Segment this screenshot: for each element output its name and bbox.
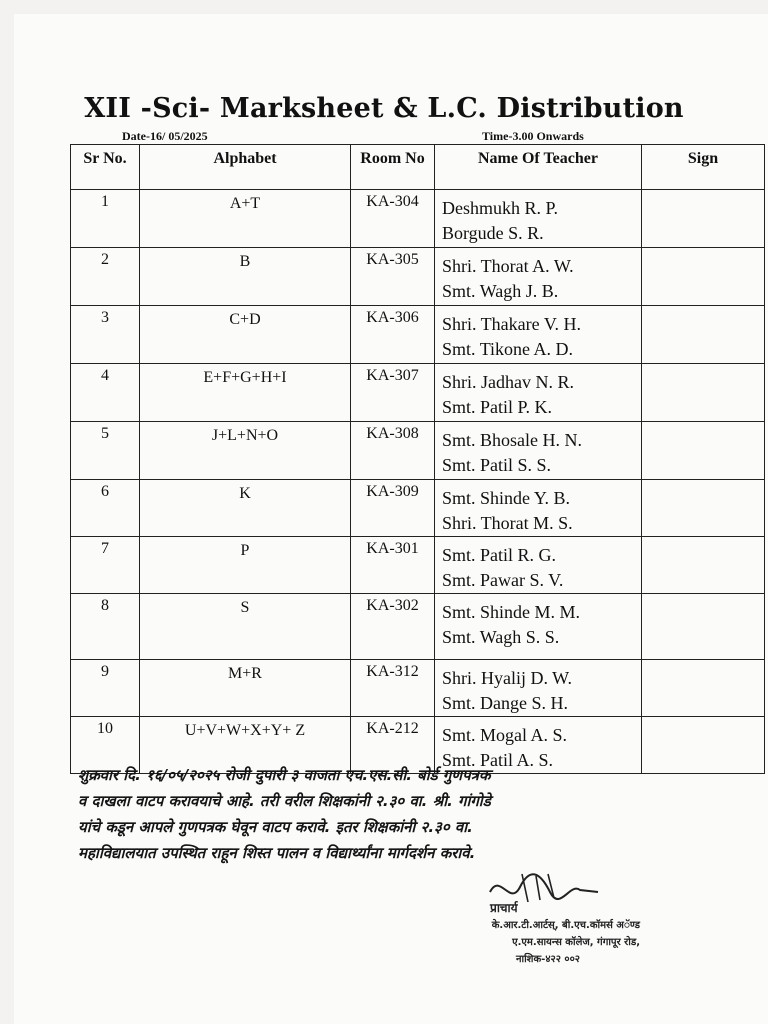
table-row xyxy=(71,594,765,660)
time-label: Time-3.00 Onwards xyxy=(482,129,584,143)
document-title: XII -Sci- Marksheet & L.C. Distribution xyxy=(84,93,684,124)
room-cell: KA-307 xyxy=(351,364,435,422)
sign-cell xyxy=(642,248,765,306)
header-sr-no: Sr No. xyxy=(71,145,140,190)
teacher-name: Smt. Tikone A. D. xyxy=(442,339,574,359)
teacher-name: Shri. Thorat A. W. xyxy=(442,256,574,276)
sign-cell xyxy=(642,594,765,660)
table-row xyxy=(71,248,765,306)
alphabet-cell: M+R xyxy=(140,660,351,717)
teacher-name: Shri. Jadhav N. R. xyxy=(442,372,574,392)
teacher-name: Shri. Thakare V. H. xyxy=(442,314,581,334)
sign-cell xyxy=(642,190,765,248)
alphabet-cell: S xyxy=(140,594,351,660)
room-cell: KA-306 xyxy=(351,306,435,364)
sign-cell xyxy=(642,306,765,364)
sign-cell xyxy=(642,537,765,594)
sr-cell: 6 xyxy=(71,480,140,537)
stamp-line: ए.एम.सायन्स कॉलेज, गंगापूर रोड, xyxy=(512,937,640,948)
room-cell: KA-302 xyxy=(351,594,435,660)
table-row xyxy=(71,480,765,537)
room-cell: KA-304 xyxy=(351,190,435,248)
note-line: व दाखला वाटप करावयाचे आहे. तरी वरील शिक्षकांनी २.३० वा. श्री. गांगोडे xyxy=(78,792,491,810)
college-stamp xyxy=(420,900,640,968)
teacher-cell xyxy=(435,306,642,364)
teacher-name: Deshmukh R. P. xyxy=(442,198,559,218)
alphabet-cell: B xyxy=(140,248,351,306)
table-row xyxy=(71,190,765,248)
teacher-name: Smt. Pawar S. V. xyxy=(442,570,564,590)
sr-cell: 4 xyxy=(71,364,140,422)
alphabet-cell: E+F+G+H+I xyxy=(140,364,351,422)
table-row xyxy=(71,364,765,422)
teacher-cell xyxy=(435,594,642,660)
room-cell: KA-308 xyxy=(351,422,435,480)
teacher-name: Smt. Wagh S. S. xyxy=(442,627,560,647)
sr-cell: 5 xyxy=(71,422,140,480)
table-row xyxy=(71,306,765,364)
alphabet-cell: C+D xyxy=(140,306,351,364)
sign-cell xyxy=(642,660,765,717)
room-cell: KA-301 xyxy=(351,537,435,594)
teacher-name: Smt. Patil A. S. xyxy=(442,750,554,770)
teacher-name: Smt. Patil S. S. xyxy=(442,455,552,475)
note-line: शुक्रवार दि. १६/०५/२०२५ रोजी दुपारी ३ वाजता एच.एस.सी. बोर्ड गुणपत्रक xyxy=(78,766,491,784)
teacher-name: Borgude S. R. xyxy=(442,223,544,243)
table-row xyxy=(71,660,765,717)
teacher-cell xyxy=(435,422,642,480)
teacher-cell xyxy=(435,248,642,306)
sr-cell: 7 xyxy=(71,537,140,594)
teacher-name: Smt. Shinde Y. B. xyxy=(442,488,571,508)
teacher-cell xyxy=(435,364,642,422)
sr-cell: 1 xyxy=(71,190,140,248)
note-line: महाविद्यालयात उपस्थित राहून शिस्त पालन व विद्यार्थ्यांना मार्गदर्शन करावे. xyxy=(78,844,476,862)
stamp-line: के.आर.टी.आर्टस्, बी.एच.कॉमर्स अॅण्ड xyxy=(491,920,640,931)
table-row xyxy=(71,537,765,594)
header-room-no: Room No xyxy=(351,145,435,190)
teacher-name: Shri. Hyalij D. W. xyxy=(442,668,573,688)
teacher-name: Smt. Patil R. G. xyxy=(442,545,557,565)
date-label: Date-16/ 05/2025 xyxy=(122,129,208,143)
sr-cell: 9 xyxy=(71,660,140,717)
teacher-name: Smt. Wagh J. B. xyxy=(442,281,559,301)
sign-cell xyxy=(642,364,765,422)
teacher-name: Smt. Mogal A. S. xyxy=(442,725,568,745)
stamp-designation: प्राचार्य xyxy=(490,901,518,915)
sr-cell: 10 xyxy=(71,717,140,774)
teacher-name: Smt. Dange S. H. xyxy=(442,693,568,713)
header-teacher-name: Name Of Teacher xyxy=(435,145,642,190)
alphabet-cell: J+L+N+O xyxy=(140,422,351,480)
alphabet-cell: P xyxy=(140,537,351,594)
sr-cell: 2 xyxy=(71,248,140,306)
sr-cell: 8 xyxy=(71,594,140,660)
header-sign: Sign xyxy=(642,145,765,190)
alphabet-cell: U+V+W+X+Y+ Z xyxy=(140,717,351,774)
teacher-name: Smt. Patil P. K. xyxy=(442,397,553,417)
room-cell: KA-312 xyxy=(351,660,435,717)
sr-cell: 3 xyxy=(71,306,140,364)
teacher-cell xyxy=(435,190,642,248)
stamp-line: नाशिक-४२२ ००२ xyxy=(515,954,580,965)
teacher-cell xyxy=(435,480,642,537)
note-line: यांचे कडून आपले गुणपत्रक घेवून वाटप करावे. इतर शिक्षकांनी २.३० वा. xyxy=(78,818,473,836)
instruction-note xyxy=(78,762,698,866)
table-row xyxy=(71,422,765,480)
teacher-cell xyxy=(435,537,642,594)
room-cell: KA-309 xyxy=(351,480,435,537)
sign-cell xyxy=(642,422,765,480)
teacher-cell xyxy=(435,660,642,717)
room-cell: KA-305 xyxy=(351,248,435,306)
sign-cell xyxy=(642,480,765,537)
header-alphabet: Alphabet xyxy=(140,145,351,190)
teacher-name: Smt. Bhosale H. N. xyxy=(442,430,583,450)
distribution-table xyxy=(70,144,765,774)
teacher-name: Smt. Shinde M. M. xyxy=(442,602,581,622)
alphabet-cell: K xyxy=(140,480,351,537)
alphabet-cell: A+T xyxy=(140,190,351,248)
room-cell: KA-212 xyxy=(351,717,435,774)
teacher-name: Shri. Thorat M. S. xyxy=(442,513,573,533)
